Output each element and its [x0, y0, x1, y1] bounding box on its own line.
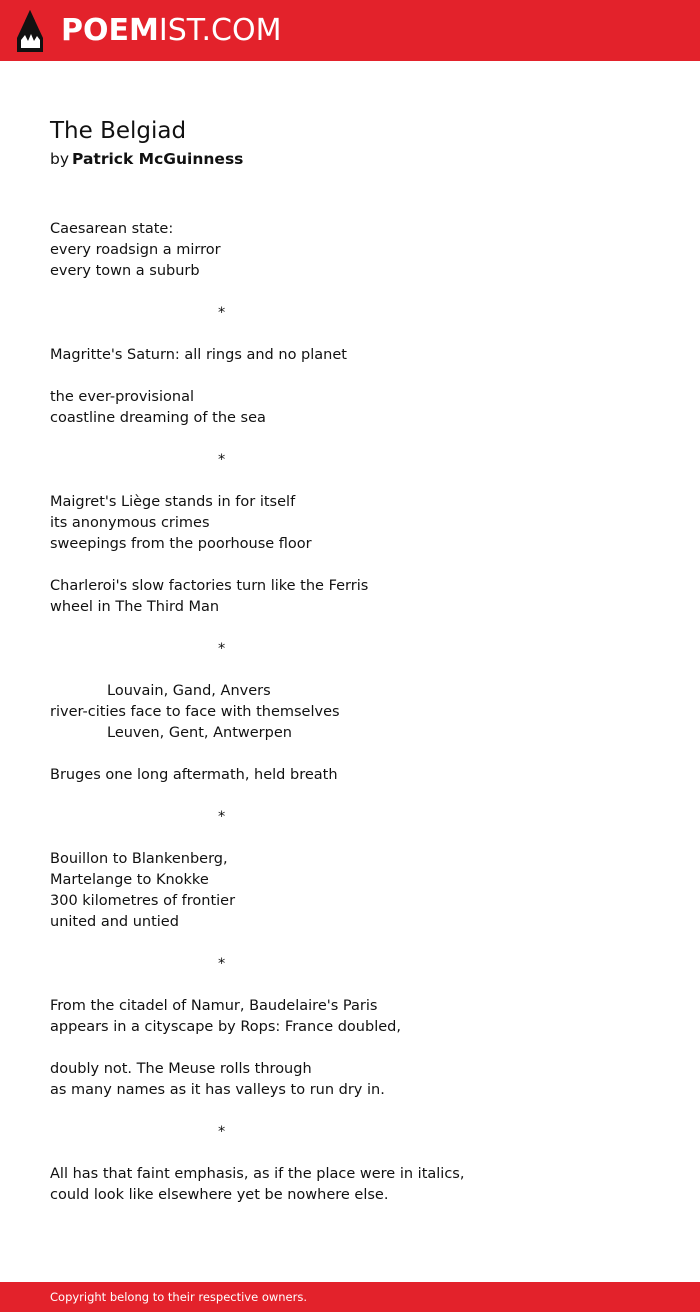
stanza-break: [50, 933, 670, 954]
stanza-break: [50, 1101, 670, 1122]
stanza-separator: *: [218, 1124, 226, 1140]
poem-line: the ever-provisional: [50, 389, 194, 405]
poem-line: as many names as it has valleys to run dry in.: [50, 1082, 385, 1098]
stanza-separator: *: [218, 641, 226, 657]
poem-line: Bouillon to Blankenberg,: [50, 851, 228, 867]
poem-line: its anonymous crimes: [50, 515, 210, 531]
site-header: [0, 0, 700, 61]
stanza-break: [50, 324, 670, 345]
stanza-break: [50, 1038, 670, 1059]
poem-byline: [50, 149, 243, 169]
stanza-break: [50, 660, 670, 681]
stanza-break: [50, 282, 670, 303]
poem-line: appears in a cityscape by Rops: France doubled,: [50, 1019, 401, 1035]
stanza-break: [50, 618, 670, 639]
stanza-separator: *: [218, 956, 226, 972]
poem-line: All has that faint emphasis, as if the place were in italics,: [50, 1166, 465, 1182]
poem-line: Charleroi's slow factories turn like the Ferris: [50, 578, 369, 594]
poem-line: From the citadel of Namur, Baudelaire's Paris: [50, 998, 378, 1014]
poem-line: Caesarean state:: [50, 221, 174, 237]
poem-line: sweepings from the poorhouse floor: [50, 536, 312, 552]
poem-line: every roadsign a mirror: [50, 242, 221, 258]
stanza-break: [50, 366, 670, 387]
poem-line: doubly not. The Meuse rolls through: [50, 1061, 312, 1077]
poem-body: [50, 219, 670, 1206]
poem-line: Bruges one long aftermath, held breath: [50, 767, 338, 783]
stanza-break: [50, 1143, 670, 1164]
stanza-break: [50, 471, 670, 492]
poem-line: 300 kilometres of frontier: [50, 893, 236, 909]
poem-line: every town a suburb: [50, 263, 200, 279]
poem-line: could look like elsewhere yet be nowhere else.: [50, 1187, 389, 1203]
poem-line: river-cities face to face with themselves: [50, 704, 340, 720]
poem-line: Leuven, Gent, Antwerpen: [107, 725, 292, 741]
poem-line: wheel in The Third Man: [50, 599, 220, 615]
poem-line: united and untied: [50, 914, 179, 930]
stanza-break: [50, 555, 670, 576]
logo-text-strong: POEM: [61, 13, 159, 48]
site-footer: [0, 1282, 700, 1312]
poem-line: Magritte's Saturn: all rings and no planet: [50, 347, 347, 363]
stanza-break: [50, 786, 670, 807]
copyright-text: Copyright belong to their respective owners.: [50, 1290, 308, 1304]
site-logo-text: [61, 10, 281, 52]
poem-line: Maigret's Liège stands in for itself: [50, 494, 296, 510]
stanza-separator: *: [218, 452, 226, 468]
stanza-break: [50, 828, 670, 849]
poem-line: Martelange to Knokke: [50, 872, 209, 888]
logo-text-light: IST.COM: [158, 13, 282, 48]
byline-label: by: [50, 150, 70, 168]
poem-line: coastline dreaming of the sea: [50, 410, 266, 426]
poem-title: The Belgiad: [50, 118, 187, 144]
stanza-separator: *: [218, 809, 226, 825]
stanza-break: [50, 744, 670, 765]
author-name[interactable]: Patrick McGuinness: [72, 150, 244, 168]
stanza-break: [50, 429, 670, 450]
poem-line: Louvain, Gand, Anvers: [107, 683, 271, 699]
stanza-break: [50, 975, 670, 996]
pencil-icon: [17, 10, 43, 52]
stanza-separator: *: [218, 305, 226, 321]
site-logo-link[interactable]: [17, 10, 281, 52]
